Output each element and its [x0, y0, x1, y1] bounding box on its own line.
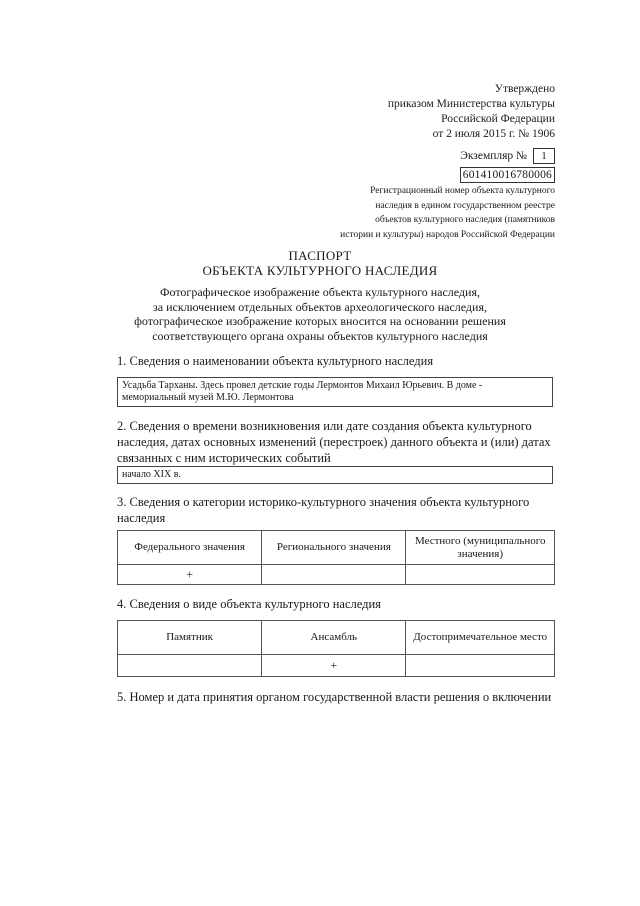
section-2-heading-line-1: 2. Сведения о времени возникновения или дате создания объекта культурного [117, 419, 532, 433]
category-table-mark-row [118, 565, 555, 585]
registration-note-line-1: Регистрационный номер объекта культурного [370, 186, 555, 196]
type-mark-landmark [406, 655, 555, 677]
type-table-header-row [118, 621, 555, 655]
approval-line-1: Утверждено [494, 83, 555, 95]
registration-note-line-2: наследия в едином государственном реестре [375, 200, 555, 211]
type-header-landmark: Достопримечательное место [406, 621, 555, 655]
section-2-value: начало XIX в. [122, 469, 181, 480]
section-1-value-box [117, 377, 553, 407]
registration-note-line-3: объектов культурного наследия (памятников [375, 215, 555, 225]
approval-line-2: приказом Министерства культуры [387, 98, 555, 110]
title-line-1: ПАСПОРТ [288, 248, 352, 263]
section-2-heading [117, 418, 555, 466]
copy-number-box: 1 [533, 148, 555, 164]
type-mark-ensemble: + [262, 655, 406, 677]
category-header-regional: Регионального значения [262, 531, 406, 565]
section-2-heading-line-2: наследия, датах основных изменений (перестроек) данного объекта и (или) датах [117, 435, 551, 449]
category-mark-federal: + [118, 565, 262, 585]
section-3-heading-line-1: 3. Сведения о категории историко-культурного значения объекта культурного [117, 495, 530, 509]
type-header-monument: Памятник [118, 621, 262, 655]
registration-note [340, 184, 555, 242]
approval-line-3: Российской Федерации [441, 113, 555, 125]
category-header-local: Местного (муниципального значения) [406, 531, 555, 565]
photo-note-line-3: фотографическое изображение которых вносится на основании решения [134, 314, 506, 328]
title-line-2: ОБЪЕКТА КУЛЬТУРНОГО НАСЛЕДИЯ [202, 263, 438, 278]
section-2-value-box [117, 466, 553, 484]
type-table [117, 620, 555, 677]
registration-number: 601410016780006 [460, 167, 555, 183]
category-table [117, 530, 555, 585]
category-mark-regional [262, 565, 406, 585]
document-title [0, 248, 640, 278]
section-1-heading: 1. Сведения о наименовании объекта культурного наследия [117, 354, 434, 368]
section-3-heading [117, 494, 555, 526]
category-table-header-row [118, 531, 555, 565]
photo-note-line-2: за исключением отдельных объектов археологического наследия, [153, 299, 487, 314]
photo-note-line-1: Фотографическое изображение объекта культурного наследия, [160, 285, 480, 299]
section-2-heading-line-3: связанных с ним исторических событий [117, 451, 331, 465]
photo-placeholder-note [0, 285, 640, 343]
section-1-value-line-2: мемориальный музей М.Ю. Лермонтова [122, 392, 294, 403]
approval-block [388, 82, 555, 142]
type-table-mark-row [118, 655, 555, 677]
category-header-federal: Федерального значения [118, 531, 262, 565]
section-5-heading: 5. Номер и дата принятия органом государственной власти решения о включении [117, 690, 552, 704]
copy-label: Экземпляр № [460, 150, 527, 162]
approval-line-4: от 2 июля 2015 г. № 1906 [432, 128, 555, 140]
section-1-value-line-1: Усадьба Тарханы. Здесь провел детские годы Лермонтов Михаил Юрьевич. В доме - [122, 380, 483, 391]
registration-note-line-4: истории и культуры) народов Российской Федерации [340, 229, 555, 240]
section-4-heading: 4. Сведения о виде объекта культурного наследия [117, 597, 381, 611]
section-3-heading-line-2: наследия [117, 511, 166, 525]
category-mark-local [406, 565, 555, 585]
copy-number-row [460, 148, 555, 164]
type-header-ensemble: Ансамбль [262, 621, 406, 655]
photo-note-line-4: соответствующего органа охраны объектов культурного наследия [152, 328, 488, 343]
type-mark-monument [118, 655, 262, 677]
